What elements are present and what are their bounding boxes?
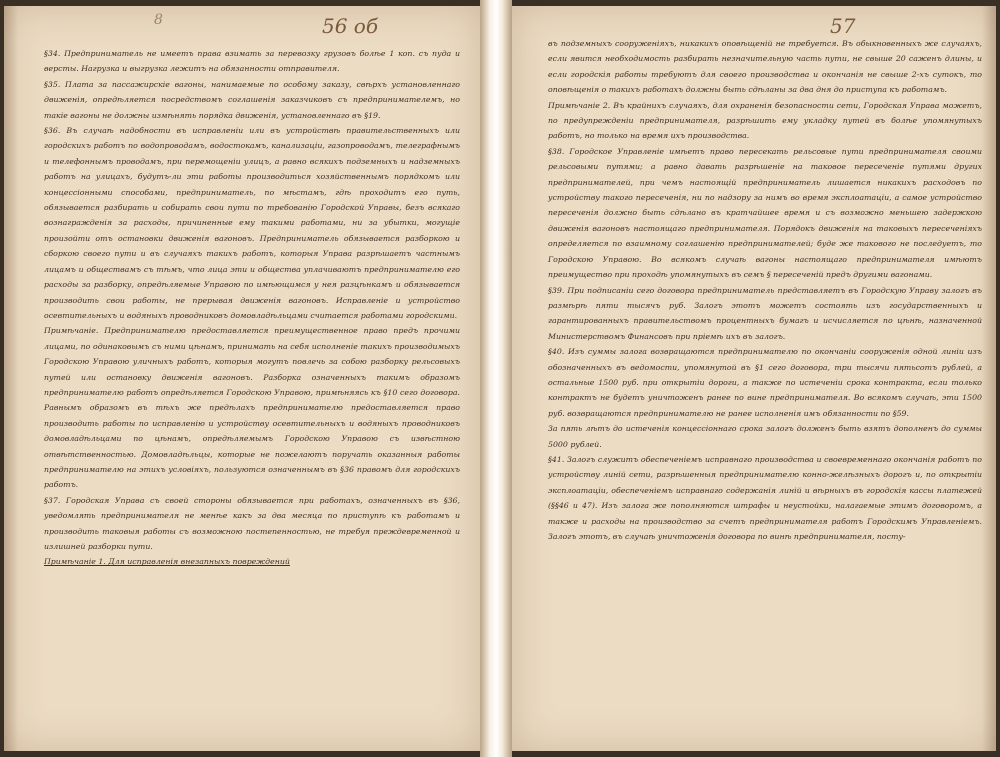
paragraph-34: §34. Предприниматель не имеетъ права взимать за перевозку грузовъ болѣе 1 коп. съ пуда и версты. Нагрузка и выгрузка лежитъ на обязанности отправителя.: [44, 49, 460, 74]
page-edge-shadow: [982, 6, 996, 751]
continuation-paragraph: въ подземныхъ сооруженіяхъ, никакихъ оповѣщеній не требуется. Въ обыкновенныхъ же случаяхъ, если явится необходимость разбирать незначительную часть пути, не свыше 20 саженъ длины, и если городскія работы требуютъ для своего производства и окончанія не свыше 2-хъ сутокъ, то оповѣщенія о такихъ работахъ должны быть сдѣланы за два дня до приступа къ работамъ.: [548, 39, 982, 95]
folio-number: 56 об: [322, 14, 379, 38]
book-gutter: [480, 0, 512, 757]
folio-number: 57: [830, 14, 856, 38]
paragraph-35: §35. Плата за пассажирскіе вагоны, нанимаемые по особому заказу, свѣрхъ установленнаго движенія, опредѣляется посредствомъ соглашенія заказчиковъ съ предпринимателемъ, но такіе вагоны не должны измѣнять порядка движенія, установленнаго въ §19.: [44, 79, 460, 120]
left-text-block: [44, 46, 460, 570]
note-1-heading: Примѣчаніе 1. Для исправленія внезапныхъ повреждений: [44, 557, 290, 567]
paragraph-41: §41. Залогъ служитъ обеспеченіемъ исправнаго производства и своевременнаго окончанія работъ по устройству линій сети, разрѣшенныя предпринимателю конно-желѣзныхъ дорогъ и, по открытіи эксплоатаціи, обеспеченіемъ исправнаго содержанія линій и вѣрныхъ въ городскія кассы платежей (§§46 и 47). Изъ залога же пополняются штрафы и неустойки, налагаемые этимъ договоромъ, а также и расходы на производство за счетъ предпринимателя работъ Городскимъ Управленіемъ. Залогъ этотъ, въ случаѣ уничтоженія договора по винѣ предпринимателя, посту-: [548, 454, 982, 541]
corner-pencil-mark: 8: [154, 12, 163, 28]
note-2-paragraph: Примѣчаніе 2. Въ крайнихъ случаяхъ, для охраненія безопасности сети, Городская Управа можетъ, по предупрежденіи предпринимателя, разрѣшить ему укладку путей въ болѣе упомянутыхъ работъ, но только на время ихъ производства.: [548, 100, 982, 141]
left-page: [4, 6, 480, 751]
paragraph-40-addendum: За пять лѣтъ до истеченія концессіоннаго срока залогъ долженъ быть взятъ дополненъ до суммы 5000 рублей.: [548, 424, 982, 449]
paragraph-38: §38. Городское Управленіе имѣетъ право пересекать рельсовые пути предпринимателя своими рельсовыми путями; а равно давать разрѣшеніе на таковое пересеченіе путями других предпринимателей, при чемъ настоящій предприниматель лишается никакихъ расходовъ по устройству такого пересеченія, ни по надзору за нимъ во время эксплоатаціи, а самое устройство пересеченія должно быть сдѣлано въ кратчайшее время и съ возможно меньшею задержкою движенія вагоновъ настоящаго предпринимателя. Порядокъ движенія на таковыхъ пересеченіяхъ определяется по взаимному соглашенію предпринимателей; буде же такового не последуетъ, то Городскою Управою. Во всякомъ случаѣ вагоны настоящаго предпринимателя имѣютъ преимущество при проходѣ упомянутыхъ въ семъ § пересеченій предъ другими вагонами.: [548, 146, 982, 280]
paragraph-36: §36. Въ случаѣ надобности въ исправленіи или въ устройствѣ правительственныхъ или городскихъ работъ по водопроводамъ, водостокамъ, канализаціи, газопроводамъ, телеграфнымъ и телефоннымъ проводамъ, при перемощеніи улицъ, а равно всякихъ подземныхъ и надземныхъ работъ на улицахъ, будутъ-ли эти работы производиться хозяйственнымъ порядкомъ или концессіонными способами, предприниматель, по мѣстамъ, гдѣ проходитъ его путь, обязывается разбирать и собирать свои пути по требованію Городской Управы, безъ всякаго вознагражденія за расходы, причиненные ему такими работами, ни за убытки, могущіе произойти отъ остановки движенія вагоновъ. Предприниматель обязывается разборкою и сборкою своего пути и въ случаяхъ такихъ работъ, которыя Управа разрѣшаетъ частнымъ лицамъ и обществамъ съ тѣмъ, что лица эти и общества уплачиваютъ предпринимателю его расходы за разборку, опредѣляемые Управою по имѣющимся у нея разцѣнкамъ и обязывается производить свои работы, не прерывая движенія вагоновъ. Исправленіе и устройство осевтительныхъ и водяныхъ проводниковъ домовладѣльцами считается работами городскими.: [44, 126, 460, 320]
paragraph-37: §37. Городская Управа съ своей стороны обязывается при работахъ, означенныхъ въ §36, уведомлять предпринимателя не менѣе какъ за два месяца по приступѣ къ работамъ и производить таковыя работы съ возможною постепенностью, не требуя преждевременной и излишней разборки пути.: [44, 495, 460, 551]
page-edge-shadow: [4, 6, 18, 751]
note-paragraph: Примѣчаніе. Предпринимателю предоставляется преимущественное право предъ прочими лицами, по одинаковымъ съ ними цѣнамъ, принимать на себя исполненіе такихъ производимыхъ Городскою Управою уличныхъ работъ, которыя могутъ повлечь за собою разборку рельсовыхъ путей или остановку движенія вагоновъ. Разборка означенныхъ такимъ образомъ предпринимателю работъ опредѣляется Городскою Управою, примѣняясь къ §10 сего договора. Равнымъ образомъ въ тѣхъ же предѣлахъ предпринимателю предоставляется право производить работы по исправленію и устройству осевтительныхъ и водяныхъ проводниковъ домовладѣльцами по цѣнамъ, опредѣляемымъ Городскою Управою съ извѣстною отвѣтственностью. Домовладѣльцы, которые не пожелаютъ поручать оказанныя работы предпринимателю на этихъ условіяхъ, пользуются означеннымъ въ §36 правомъ для городскихъ работъ.: [44, 326, 460, 490]
right-text-block: [548, 36, 982, 544]
right-page: [512, 6, 996, 751]
paragraph-40: §40. Изъ суммы залога возвращаются предпринимателю по окончаніи сооруженія одной линіи изъ обозначенныхъ въ ведомости, упомянутой въ §1 сего договора, три тысячи пятьсотъ рублей, а остальные 1500 руб. при открытіи дороги, а также по истеченіи срока контракта, если только контрактъ не будетъ уничтоженъ ранее по вине предпринимателя. Во всякомъ случаѣ, эти 1500 руб. возвращаются предпринимателю не ранее исполненія имъ обязанности по §59.: [548, 347, 982, 418]
paragraph-39: §39. При подписаніи сего договора предприниматель представляетъ въ Городскую Управу залогъ въ размѣрѣ пяти тысячъ руб. Залогъ этотъ можетъ состоять изъ государственныхъ и гарантированныхъ правительствомъ процентныхъ бумагъ и исчисляется по цѣнѣ, назначенной Министерствомъ Финансовъ при пріемѣ ихъ въ залогъ.: [548, 285, 982, 341]
